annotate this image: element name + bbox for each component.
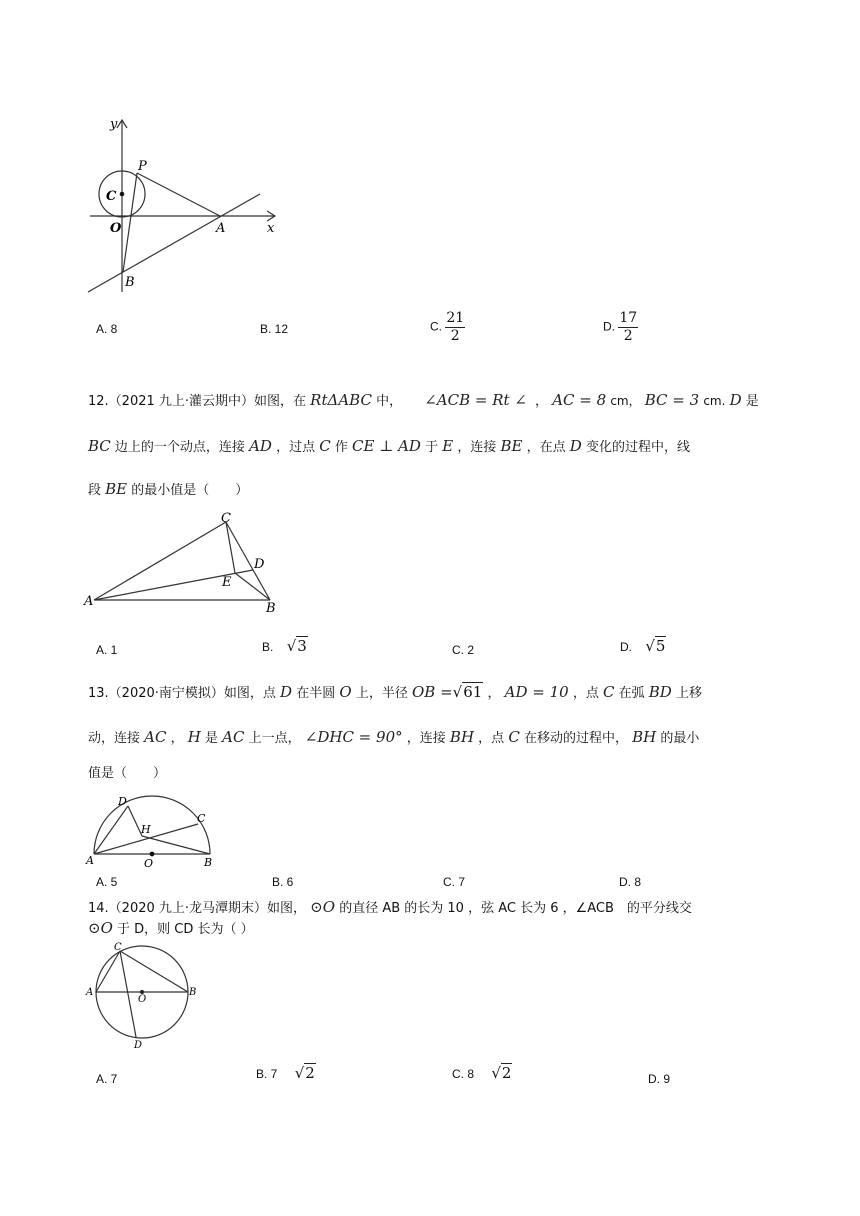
fig1-a-label: A — [216, 221, 226, 236]
q12-text: cm， — [610, 394, 641, 408]
fig4-a-label: A — [86, 987, 94, 998]
q13-semicircle-figure — [84, 786, 224, 868]
q12-text: ，连接 — [457, 440, 497, 455]
q14-option-c-radicand: 2 — [501, 1064, 512, 1082]
q12-text: cm. — [703, 394, 726, 408]
fig4-c-label: C — [114, 942, 122, 953]
fig2-e-label: E — [222, 575, 232, 590]
q13-option-a[interactable]: A. 5 — [96, 875, 118, 889]
q13-math: AC — [144, 728, 167, 746]
q13-text: 是 — [205, 731, 219, 746]
q13-math: AD = 10 — [504, 683, 569, 701]
q12-line-3 — [88, 479, 248, 498]
fig2-d-label: D — [254, 557, 265, 572]
q13-text: 在移动的过程中， — [523, 731, 628, 746]
q13-radicand: 61 — [463, 683, 483, 701]
q13-math: D — [280, 683, 293, 701]
q14-option-c[interactable] — [452, 1064, 512, 1082]
q12-option-d-radicand: 5 — [655, 637, 666, 655]
q12-text: 段 — [88, 483, 102, 498]
q13-text: ，点 — [572, 686, 599, 701]
q13-math: C — [602, 683, 615, 701]
fig1-b-label: B — [125, 275, 135, 290]
q14-option-b-label: B. 7 — [256, 1067, 278, 1081]
q13-text: 上移 — [675, 686, 702, 701]
q14-option-b[interactable] — [256, 1064, 316, 1082]
q12-text: 的最小值是（ ） — [131, 483, 249, 498]
q12-math: BE — [105, 480, 128, 498]
q11-option-c-fraction — [445, 310, 465, 345]
fig3-h-label: H — [141, 823, 151, 836]
q11-option-d-prefix: D. — [603, 319, 615, 334]
q12-option-c[interactable]: C. 2 — [452, 643, 475, 657]
q12-option-d[interactable] — [620, 637, 666, 655]
q13-math: ∠DHC = 90° — [304, 728, 403, 746]
q13-text: 上一点， — [248, 731, 301, 746]
q11-option-d-numerator: 17 — [619, 310, 638, 326]
q13-text: ， — [487, 686, 501, 701]
q12-math: BE — [500, 437, 523, 455]
fig1-c-label: C — [106, 189, 117, 204]
q13-text: ，连接 — [406, 731, 446, 746]
q13-option-c[interactable]: C. 7 — [443, 875, 466, 889]
q13-line-1 — [88, 682, 702, 701]
q14-math: ⊙O — [88, 919, 113, 937]
q12-math-triangle: RtΔABC — [310, 391, 372, 409]
fig3-d-label: D — [118, 795, 127, 808]
q12-option-d-sqrt: √5 — [645, 637, 666, 655]
q12-text: 于 — [425, 440, 439, 455]
fig3-c-label: C — [197, 812, 206, 825]
fig1-o-label: O — [110, 221, 122, 236]
q11-option-d-denominator: 2 — [623, 328, 633, 344]
q12-option-b-radicand: 3 — [297, 637, 307, 655]
q13-text: 动，连接 — [88, 731, 141, 746]
fig2-c-label: C — [221, 511, 231, 526]
q11-option-a[interactable]: A. 8 — [96, 322, 118, 336]
q12-text: 12.（2021 九上·灌云期中）如图，在 — [88, 394, 307, 409]
q11-coordinate-figure — [80, 110, 290, 300]
q11-option-c[interactable] — [430, 310, 465, 345]
q14-option-b-sqrt: √2 — [294, 1064, 315, 1082]
q12-option-b-sqrt: √3 — [286, 637, 307, 655]
q12-math: CE ⊥ AD — [352, 437, 421, 455]
q11-option-c-prefix: C. — [430, 319, 442, 334]
q12-math-d: D — [729, 391, 742, 409]
q11-option-b[interactable]: B. 12 — [260, 322, 289, 336]
fig4-d-label: D — [134, 1040, 143, 1051]
fig3-o-label: O — [144, 857, 154, 868]
q14-option-c-label: C. 8 — [452, 1067, 475, 1081]
q13-math: BD — [648, 683, 672, 701]
fig4-b-label: B — [189, 987, 197, 998]
q13-option-b[interactable]: B. 6 — [272, 875, 294, 889]
q13-text: 上，半径 — [355, 686, 408, 701]
fig2-a-label: A — [84, 594, 94, 609]
q12-text: 是 — [745, 394, 759, 409]
q12-math: E — [442, 437, 454, 455]
q13-text: ，点 — [478, 731, 505, 746]
q12-text: ，在点 — [526, 440, 566, 455]
q13-text: 在弧 — [618, 686, 645, 701]
q14-math: ⊙O — [310, 898, 336, 916]
fig3-a-label: A — [86, 854, 94, 867]
q12-text: 作 — [334, 440, 348, 455]
fig1-y-label: y — [110, 117, 118, 132]
q11-option-d-fraction — [618, 310, 638, 345]
q14-circle-figure — [84, 940, 204, 1052]
q12-math: C — [319, 437, 331, 455]
q13-math: BH — [449, 728, 475, 746]
q13-sqrt: √61 — [452, 683, 483, 701]
q13-text: 值是（ ） — [88, 766, 167, 781]
q13-option-d[interactable]: D. 8 — [619, 875, 642, 889]
q12-option-d-label: D. — [620, 640, 632, 654]
q12-math-angle: ∠ACB = Rt ∠ — [424, 391, 527, 409]
fig2-b-label: B — [266, 601, 276, 616]
q14-text: 于 D，则 CD 长为（ ） — [117, 922, 254, 937]
q13-math: H — [187, 728, 201, 746]
q12-math-bc: BC = 3 — [644, 391, 700, 409]
q13-math: AC — [222, 728, 245, 746]
q14-option-d[interactable]: D. 9 — [648, 1072, 671, 1086]
q13-text: 在半圆 — [296, 686, 336, 701]
q12-text: 边上的一个动点，连接 — [114, 440, 245, 455]
fig1-p-label: P — [138, 159, 147, 174]
q14-text: 的直径 AB 的长为 10 ，弦 AC 长为 6 ，∠ACB 的平分线交 — [339, 901, 692, 916]
q12-text: ，过点 — [276, 440, 316, 455]
q13-math: C — [508, 728, 520, 746]
q12-math: AD — [249, 437, 272, 455]
q13-text: 的最小 — [660, 731, 700, 746]
q14-text: 14.（2020 九上·龙马潭期末）如图， — [88, 901, 307, 916]
q11-option-c-numerator: 21 — [446, 310, 465, 326]
q13-math: BH — [632, 728, 657, 746]
q13-math-ob: OB = — [411, 683, 453, 701]
fig4-o-label: O — [138, 994, 147, 1005]
q12-math-ac: AC = 8 — [552, 391, 607, 409]
q12-line-1 — [88, 390, 759, 409]
q14-option-a[interactable]: A. 7 — [96, 1072, 118, 1086]
q13-text: ， — [170, 731, 184, 746]
q12-line-2 — [88, 436, 690, 455]
q13-line-2 — [88, 727, 699, 746]
q14-line-1 — [88, 897, 692, 916]
q14-option-b-radicand: 2 — [305, 1064, 315, 1082]
q12-option-b[interactable] — [262, 637, 308, 655]
q11-option-c-denominator: 2 — [450, 328, 460, 344]
q12-math: BC — [88, 437, 111, 455]
q14-line-2 — [88, 918, 254, 937]
q12-text: 变化的过程中，线 — [585, 440, 690, 455]
q13-math: O — [339, 683, 352, 701]
q12-math: D — [569, 437, 582, 455]
fig3-b-label: B — [204, 856, 213, 868]
q12-triangle-figure — [80, 508, 290, 618]
q11-option-d[interactable] — [603, 310, 638, 345]
q13-line-3 — [88, 762, 166, 781]
q12-option-b-label: B. — [262, 640, 274, 654]
q12-text: ， — [535, 394, 549, 409]
q14-option-c-sqrt: √2 — [491, 1064, 512, 1082]
fig1-x-label: x — [267, 221, 275, 236]
q12-option-a[interactable]: A. 1 — [96, 643, 118, 657]
q13-text: 13.（2020·南宁模拟）如图，点 — [88, 686, 276, 701]
q12-text: 中， — [376, 394, 403, 409]
